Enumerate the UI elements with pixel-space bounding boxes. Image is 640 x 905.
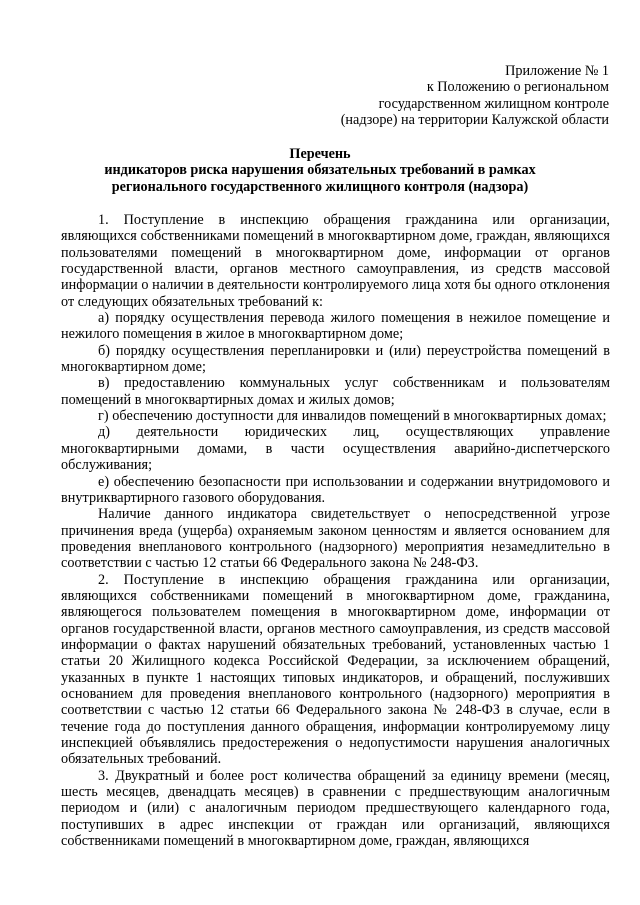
appendix-line: государственном жилищном контроле [378, 95, 609, 112]
paragraph: г) обеспечению доступности для инвалидов помещений в многоквартирных домах; [98, 408, 607, 425]
paragraph: 1. Поступление в инспекцию обращения гражданина или организации, являющихся собственниками помещений в многоквартирном доме, граждан, являющихся пользователями помещений в многоквартирном доме, информации от органов государственной власти, органов местного самоуправления, из средств массовой информации о наличии в деятельности контролируемого лица хотя бы одного отклонения от следующих обязательных требований к: [61, 212, 610, 310]
paragraph: а) порядку осуществления перевода жилого помещения в нежилое помещение и нежилого помещения в жилое в многоквартирном доме; [61, 310, 610, 343]
paragraph: б) порядку осуществления перепланировки и (или) переустройства помещений в многоквартирном доме; [61, 342, 610, 376]
appendix-line: к Положению о региональном [426, 79, 609, 96]
title-line: Перечень [289, 146, 351, 162]
paragraph: е) обеспечению безопасности при использовании и содержании внутридомового и внутриквартирного газового оборудования. [61, 473, 610, 506]
paragraph: 3. Двукратный и более рост количества обращений за единицу времени (месяц, шесть месяцев, двенадцать месяцев) в сравнении с предшествующим аналогичным периодом и (или) с аналогичным периодом предшествующего календарного года, поступивших в адрес инспекции от граждан или организаций, являющихся собственниками помещений в многоквартирном доме, граждан, являющихся [61, 767, 610, 850]
paragraph: д) деятельности юридических лиц, осуществляющих управление многоквартирными домами, в части осуществления аварийно-диспетчерского обслуживания; [61, 424, 610, 474]
document-title [60, 146, 580, 195]
appendix-line: Приложение № 1 [505, 63, 609, 79]
title-line: индикаторов риска нарушения обязательных требований в рамках [104, 162, 536, 179]
appendix-header [209, 63, 609, 128]
title-line: регионального государственного жилищного контроля (надзора) [111, 178, 529, 195]
paragraph: 2. Поступление в инспекцию обращения гражданина или организации, являющихся собственниками помещений в многоквартирном доме, гражданина, являющегося пользователем помещения в многоквартирном доме, информации от органов государственной власти, органов местного самоуправления, из средств массовой информации о фактах нарушений обязательных требований, установленных частью 1 статьи 20 Жилищного кодекса Российской Федерации, за исключением обращений, указанных в пункте 1 настоящих типовых индикаторов, и обращений, послуживших основанием для проведения внепланового контрольного (надзорного) мероприятия в соответствии с частью 12 статьи 66 Федерального закона № 248-ФЗ в случае, если в течение года до поступления данного обращения, информации контролируемому лицу инспекцией объявлялись предостережения о недопустимости нарушения аналогичных обязательных требований. [61, 571, 610, 768]
appendix-line: (надзоре) на территории Калужской области [340, 112, 609, 129]
document-body [61, 212, 610, 849]
paragraph: в) предоставлению коммунальных услуг собственникам и пользователям помещений в многоквартирных домах и жилых домов; [61, 375, 610, 408]
paragraph: Наличие данного индикатора свидетельствует о непосредственной угрозе причинения вреда (ущерба) охраняемым законом ценностям и является основанием для проведения внепланового контрольного (надзорного) мероприятия незамедлительно в соответствии с частью 12 статьи 66 Федерального закона № 248-ФЗ. [61, 506, 610, 572]
